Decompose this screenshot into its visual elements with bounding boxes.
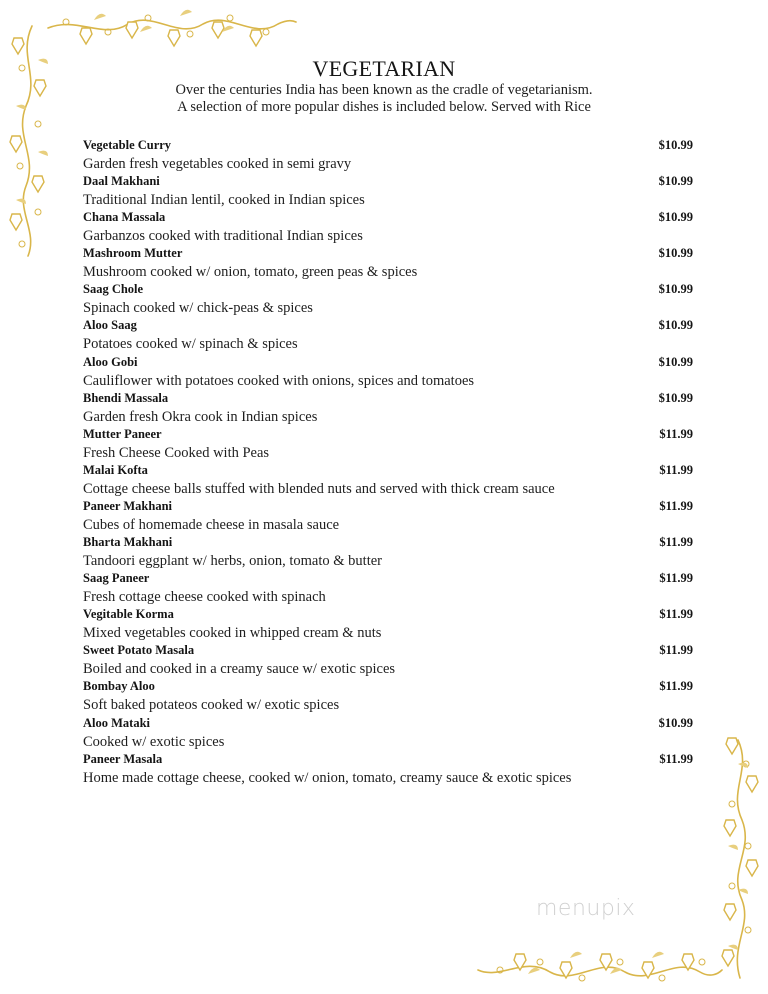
dish-name: Vegitable Korma: [83, 607, 174, 622]
dish-name: Paneer Makhani: [83, 498, 173, 513]
dish-description: Fresh cottage cheese cooked with spinach: [83, 589, 326, 606]
dish-price: $11.99: [659, 498, 693, 513]
dish-name: Chana Massala: [83, 210, 166, 225]
dish-name: Sweet Potato Masala: [83, 643, 195, 658]
page-title: VEGETARIAN: [312, 56, 456, 81]
dish-name: Aloo Mataki: [83, 715, 151, 730]
dish-price: $10.99: [658, 174, 693, 189]
menu-item: [83, 281, 695, 317]
dish-name: Bombay Aloo: [83, 679, 155, 694]
dish-description: Spinach cooked w/ chick-peas & spices: [83, 300, 313, 317]
dish-price: $10.99: [658, 246, 693, 261]
dish-description: Fresh Cheese Cooked with Peas: [83, 444, 270, 461]
dish-description: Cubes of homemade cheese in masala sauce: [83, 516, 340, 533]
dish-name: Aloo Gobi: [83, 354, 138, 369]
dish-description: Mushroom cooked w/ onion, tomato, green peas & spices: [83, 264, 418, 281]
menu-list: [83, 137, 695, 787]
dish-price: $11.99: [659, 643, 693, 658]
subtitle-line-2: A selection of more popular dishes is included below. Served with Rice: [177, 99, 591, 115]
dish-description: Garbanzos cooked with traditional Indian spices: [83, 228, 363, 245]
dish-price: $10.99: [658, 210, 693, 225]
dish-description: Mixed vegetables cooked in whipped cream & nuts: [83, 625, 382, 642]
menu-item: [83, 209, 695, 245]
dish-price: $10.99: [658, 282, 693, 297]
menu-item: [83, 606, 695, 642]
menu-item: [83, 354, 695, 390]
dish-price: $11.99: [659, 462, 693, 477]
dish-name: Mutter Paneer: [83, 426, 162, 441]
dish-description: Potatoes cooked w/ spinach & spices: [83, 336, 298, 353]
watermark: menupix: [536, 896, 636, 921]
dish-description: Tandoori eggplant w/ herbs, onion, tomato & butter: [83, 553, 382, 570]
menu-item: [83, 426, 695, 462]
dish-price: $10.99: [658, 138, 693, 152]
menu-item: [83, 462, 695, 498]
dish-name: Paneer Masala: [83, 751, 163, 766]
dish-name: Malai Kofta: [83, 462, 148, 477]
dish-description: Garden fresh Okra cook in Indian spices: [83, 408, 318, 425]
dish-name: Saag Paneer: [83, 571, 150, 586]
dish-price: $11.99: [659, 571, 693, 586]
dish-price: $11.99: [659, 607, 693, 622]
dish-price: $10.99: [658, 715, 693, 730]
menu-item: [83, 534, 695, 570]
menu-item: [83, 715, 695, 751]
menu-item: [83, 498, 695, 534]
menu-item: [83, 642, 695, 678]
dish-price: $10.99: [658, 354, 693, 369]
dish-description: Soft baked potateos cooked w/ exotic spices: [83, 697, 340, 714]
menu-item: [83, 137, 695, 173]
dish-price: $11.99: [659, 679, 693, 694]
dish-name: Bharta Makhani: [83, 535, 173, 550]
dish-description: Boiled and cooked in a creamy sauce w/ exotic spices: [83, 661, 396, 678]
dish-price: $11.99: [659, 535, 693, 550]
subtitle-line-1: Over the centuries India has been known as the cradle of vegetarianism.: [175, 82, 593, 98]
dish-name: Mashroom Mutter: [83, 246, 183, 261]
menu-header: [0, 56, 768, 116]
menu-item: [83, 751, 695, 787]
dish-name: Aloo Saag: [83, 318, 137, 333]
dish-description: Traditional Indian lentil, cooked in Indian spices: [83, 192, 365, 209]
dish-name: Bhendi Massala: [83, 390, 169, 405]
dish-price: $11.99: [659, 751, 693, 766]
dish-description: Cooked w/ exotic spices: [83, 733, 225, 750]
dish-description: Cottage cheese balls stuffed with blended nuts and served with thick cream sauce: [83, 480, 555, 497]
menu-item: [83, 390, 695, 426]
menu-item: [83, 678, 695, 714]
menu-item: [83, 317, 695, 353]
menu-item: [83, 173, 695, 209]
dish-name: Vegetable Curry: [83, 138, 172, 152]
dish-price: $10.99: [658, 318, 693, 333]
dish-price: $11.99: [659, 426, 693, 441]
menu-item: [83, 570, 695, 606]
menu-item: [83, 245, 695, 281]
dish-description: Home made cottage cheese, cooked w/ onion, tomato, creamy sauce & exotic spices: [83, 769, 572, 786]
dish-description: Cauliflower with potatoes cooked with onions, spices and tomatoes: [83, 372, 475, 389]
dish-price: $10.99: [658, 390, 693, 405]
dish-name: Saag Chole: [83, 282, 144, 297]
dish-name: Daal Makhani: [83, 174, 160, 189]
dish-description: Garden fresh vegetables cooked in semi gravy: [83, 156, 352, 172]
